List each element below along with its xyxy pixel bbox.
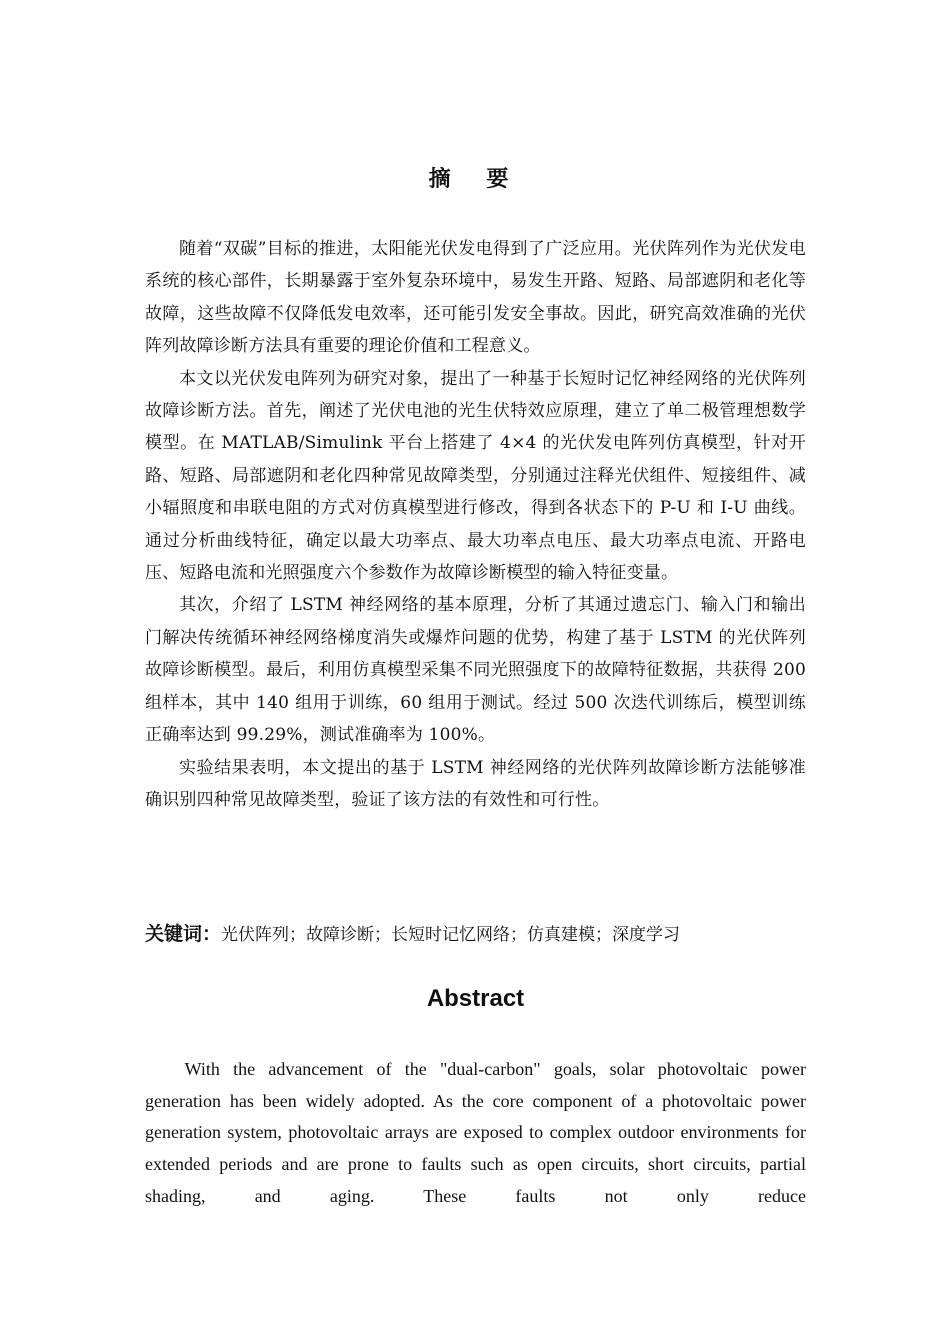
keywords-line — [145, 918, 806, 951]
abstract-cn-body — [145, 233, 806, 816]
keywords-text: 光伏阵列；故障诊断；长短时记忆网络；仿真建模；深度学习 — [221, 925, 681, 945]
abstract-en-paragraph-1: With the advancement of the "dual-carbon" goals, solar photovoltaic power generation has been widely adopted. As the core component of a photovoltaic power generation system, photovoltaic arrays are exposed to complex outdoor environments for extended periods and are prone to faults such as open circuits, short circuits, partial shading, and aging. These faults not only reduce — [145, 1059, 806, 1206]
abstract-cn-paragraph-4: 实验结果表明，本文提出的基于 LSTM 神经网络的光伏阵列故障诊断方法能够准确识别四种常见故障类型，验证了该方法的有效性和可行性。 — [145, 757, 806, 810]
keywords-label: 关键词： — [145, 923, 222, 945]
abstract-cn-paragraph-2: 本文以光伏发电阵列为研究对象，提出了一种基于长短时记忆神经网络的光伏阵列故障诊断方法。首先，阐述了光伏电池的光生伏特效应原理，建立了单二极管理想数学模型。在 MATLAB/Simulink 平台上搭建了 4×4 的光伏发电阵列仿真模型，针对开路、短路、局部遮阴和老化四种常见故障类型，分别通过注释光伏组件、短接组件、减小辐照度和串联电阻的方式对仿真模型进行修改，得到各状态下的 P-U 和 I-U 曲线。通过分析曲线特征，确定以最大功率点、最大功率点电压、最大功率点电流、开路电压、短路电流和光照强度六个参数作为故障诊断模型的输入特征变量。 — [145, 368, 806, 584]
abstract-en-body — [145, 1054, 806, 1213]
abstract-cn-title: 摘 要 — [428, 167, 523, 192]
abstract-en-title: Abstract — [426, 985, 525, 1012]
abstract-cn-paragraph-1: 随着“双碳”目标的推进，太阳能光伏发电得到了广泛应用。光伏阵列作为光伏发电系统的核心部件，长期暴露于室外复杂环境中，易发生开路、短路、局部遮阴和老化等故障，这些故障不仅降低发电效率，还可能引发安全事故。因此，研究高效准确的光伏阵列故障诊断方法具有重要的理论价值和工程意义。 — [145, 239, 806, 357]
abstract-cn-paragraph-3: 其次，介绍了 LSTM 神经网络的基本原理，分析了其通过遗忘门、输入门和输出门解决传统循环神经网络梯度消失或爆炸问题的优势，构建了基于 LSTM 的光伏阵列故障诊断模型。最后，利用仿真模型采集不同光照强度下的故障特征数据，共获得 200 组样本，其中 140 组用于训练，60 组用于测试。经过 500 次迭代训练后，模型训练正确率达到 99.29%，测试准确率为 100%。 — [145, 595, 806, 746]
